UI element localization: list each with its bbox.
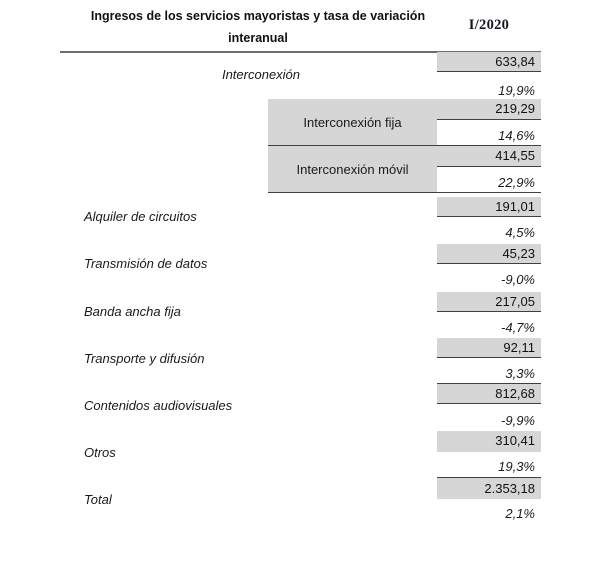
table-title-line1: Ingresos de los servicios mayoristas y tasa de variación <box>90 9 426 23</box>
value-cell: 217,05 <box>437 292 541 312</box>
value-cell: 633,84 <box>437 52 541 72</box>
pct-value: -4,7% <box>501 320 535 335</box>
pct-value: 22,9% <box>498 175 535 190</box>
value-cell: 414,55 <box>437 146 541 167</box>
value-cell: 219,29 <box>437 99 541 120</box>
sub-row-label: Interconexión móvil <box>268 146 437 192</box>
row-label: Transmisión de datos <box>84 256 208 271</box>
value-cell: 45,23 <box>437 244 541 264</box>
row-label: Otros <box>84 445 116 460</box>
value-cell: 310,41 <box>437 431 541 452</box>
pct-value: 3,3% <box>505 366 535 381</box>
sub-row-block <box>268 146 541 193</box>
value-cell: 92,11 <box>437 338 541 358</box>
sub-row-block <box>268 99 541 146</box>
row-label: Contenidos audiovisuales <box>84 398 233 413</box>
value-cell: 2.353,18 <box>437 477 541 499</box>
sub-row-label: Interconexión fija <box>268 99 437 145</box>
pct-value: 19,9% <box>498 83 535 98</box>
pct-value: 2,1% <box>505 506 535 521</box>
row-label: Alquiler de circuitos <box>84 209 197 224</box>
row-label: Total <box>84 492 112 507</box>
pct-value: -9,9% <box>501 413 535 428</box>
pct-value: 4,5% <box>505 225 535 240</box>
period-column-header: I/2020 <box>468 17 510 33</box>
table-title-line2: interanual <box>228 31 288 45</box>
row-label: Interconexión <box>221 67 301 82</box>
value-cell: 191,01 <box>437 197 541 217</box>
table-title <box>60 5 456 49</box>
pct-value: 14,6% <box>498 128 535 143</box>
row-label: Transporte y difusión <box>84 351 205 366</box>
pct-value: 19,3% <box>498 459 535 474</box>
row-label: Banda ancha fija <box>84 304 181 319</box>
value-cell: 812,68 <box>437 383 541 404</box>
pct-value: -9,0% <box>501 272 535 287</box>
